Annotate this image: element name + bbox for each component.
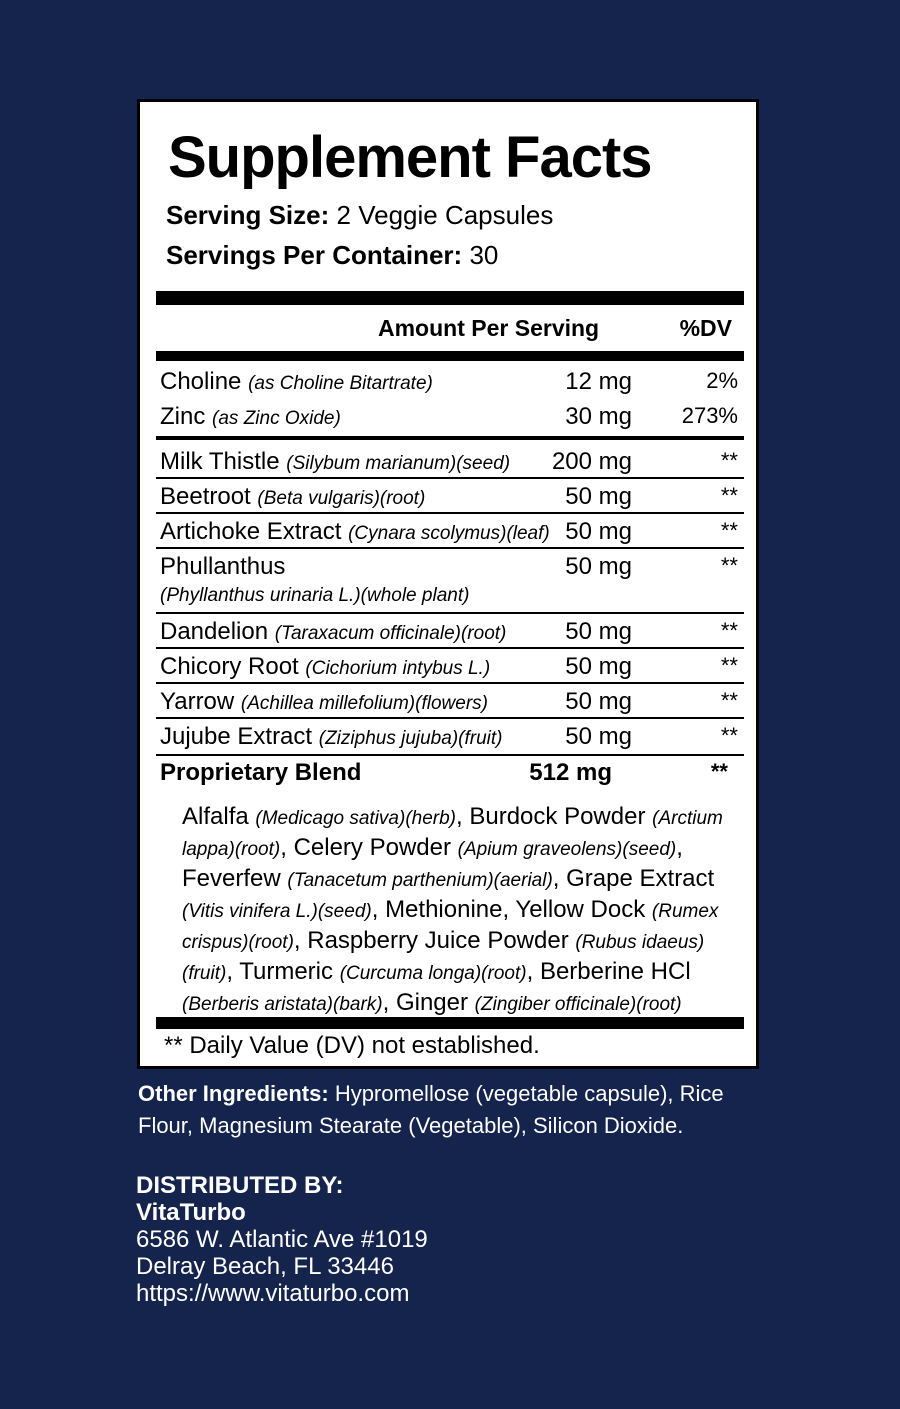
nutrient-amount: 50 mg (565, 653, 632, 680)
nutrient-latin: (Cynara scolymus)(leaf) (348, 523, 550, 544)
blend-ingredient-name: Burdock Powder (469, 803, 646, 830)
nutrient-row (158, 553, 742, 613)
nutrient-amount: 50 mg (565, 553, 632, 580)
nutrient-name-text: Milk Thistle (160, 448, 280, 475)
servings-per-container (166, 240, 498, 271)
header-dv: %DV (679, 315, 732, 341)
blend-ingredient: Turmeric (Curcuma longa)(root), (239, 958, 540, 985)
row-divider (156, 436, 744, 440)
blend-ingredient: Berberine HCl (Berberis aristata)(bark), (182, 958, 691, 1016)
blend-ingredient-name: Turmeric (239, 958, 334, 985)
nutrient-dv: ** (720, 723, 738, 748)
nutrient-name (160, 448, 510, 476)
distributor-address-line1: 6586 W. Atlantic Ave #1019 (136, 1226, 428, 1253)
blend-ingredient-latin: (Berberis aristata)(bark) (182, 994, 383, 1015)
nutrient-dv: ** (720, 653, 738, 678)
nutrient-row (158, 483, 742, 515)
thick-divider (156, 291, 744, 305)
nutrient-amount: 30 mg (565, 403, 632, 430)
nutrient-name-text: Yarrow (160, 688, 235, 715)
blend-dv: ** (710, 759, 728, 784)
blend-ingredient (396, 989, 682, 1016)
distributor-block (136, 1172, 428, 1307)
nutrient-latin: (Phyllanthus urinaria L.)(whole plant) (160, 585, 470, 606)
blend-name: Proprietary Blend (160, 759, 362, 786)
distributor-address-line2: Delray Beach, FL 33446 (136, 1253, 394, 1280)
nutrient-dv: ** (720, 518, 738, 543)
nutrient-name-text: Zinc (160, 403, 206, 430)
nutrient-name (160, 653, 490, 681)
nutrient-row (158, 368, 742, 400)
servings-per-container-value: 30 (469, 240, 499, 270)
supplement-facts-panel (137, 99, 759, 1069)
nutrient-dv: ** (720, 618, 738, 643)
blend-ingredient: Yellow Dock (Rumex crispus)(root), (182, 896, 719, 954)
blend-ingredient-name: Yellow Dock (515, 896, 646, 923)
blend-ingredient-latin: (Tanacetum parthenium)(aerial) (287, 870, 553, 891)
distributor-url: https://www.vitaturbo.com (136, 1280, 410, 1307)
nutrient-dv: 273% (681, 403, 738, 428)
medium-divider (156, 351, 744, 361)
nutrient-dv: ** (720, 553, 738, 578)
blend-ingredient: Feverfew (Tanacetum parthenium)(aerial), (182, 865, 567, 892)
blend-ingredient-name: Methionine (385, 896, 503, 923)
blend-ingredient-name: Feverfew (182, 865, 281, 892)
nutrient-name (160, 518, 550, 546)
nutrient-name (160, 688, 488, 716)
nutrient-name-text: Phullanthus (160, 553, 286, 580)
blend-ingredient-latin: (Medicago sativa)(herb) (255, 808, 457, 829)
serving-size-value: 2 Veggie Capsules (336, 200, 554, 230)
nutrient-latin: (Achillea millefolium)(flowers) (240, 693, 488, 714)
nutrient-dv: 2% (706, 368, 738, 393)
blend-ingredient-name: Alfalfa (182, 803, 249, 830)
nutrient-latin: (Ziziphus jujuba)(fruit) (318, 728, 503, 749)
nutrient-latin: (Silybum marianum)(seed) (286, 453, 511, 474)
other-ingredients-text: Hypromellose (vegetable capsule), Rice Flour, Magnesium Stearate (Vegetable), Silicon Dioxide. (138, 1081, 724, 1138)
blend-ingredient-name: Celery Powder (293, 834, 451, 861)
nutrient-amount: 200 mg (551, 448, 632, 475)
bottom-divider (156, 1017, 744, 1029)
other-ingredients-label: Other Ingredients: (138, 1081, 329, 1106)
nutrient-name (160, 723, 502, 751)
nutrient-latin: (Beta vulgaris)(root) (257, 488, 426, 509)
serving-size (166, 200, 553, 231)
nutrient-row (158, 618, 742, 650)
servings-per-container-label: Servings Per Container: (166, 240, 463, 270)
blend-ingredient-latin: (Zingiber officinale)(root) (474, 994, 682, 1015)
nutrient-dv: ** (720, 483, 738, 508)
nutrient-dv: ** (720, 688, 738, 713)
nutrient-amount: 50 mg (565, 618, 632, 645)
nutrient-row (158, 653, 742, 685)
blend-ingredient: Celery Powder (Apium graveolens)(seed), (293, 834, 683, 861)
header-amount: Amount Per Serving (378, 315, 600, 341)
nutrient-latin: (as Choline Bitartrate) (248, 373, 433, 394)
row-divider (156, 477, 744, 479)
serving-size-label: Serving Size: (166, 200, 330, 230)
row-divider (156, 612, 744, 614)
nutrient-amount: 50 mg (565, 688, 632, 715)
nutrient-amount: 12 mg (565, 368, 632, 395)
nutrient-name (160, 483, 425, 511)
blend-ingredient: Grape Extract (Vitis vinifera L.)(seed), (182, 865, 715, 923)
nutrient-dv: ** (720, 448, 738, 473)
row-divider (156, 682, 744, 684)
nutrient-amount: 50 mg (565, 723, 632, 750)
nutrient-amount: 50 mg (565, 518, 632, 545)
nutrient-name-text: Chicory Root (160, 653, 299, 680)
nutrient-latin: (as Zinc Oxide) (212, 408, 341, 429)
blend-ingredient-name: Grape Extract (566, 865, 715, 892)
blend-ingredient: Methionine, (385, 896, 516, 923)
blend-ingredient-latin: (Arctium lappa)(root) (182, 808, 723, 860)
blend-ingredient-name: Ginger (395, 989, 468, 1016)
nutrient-name-text: Jujube Extract (160, 723, 313, 750)
nutrient-row (158, 403, 742, 437)
row-divider (156, 647, 744, 649)
distributor-label: DISTRIBUTED BY: (136, 1172, 344, 1199)
other-ingredients (138, 1078, 778, 1142)
blend-ingredient-name: Berberine HCl (539, 958, 691, 985)
nutrient-name (160, 618, 506, 646)
blend-ingredient-latin: (Rumex crispus)(root) (182, 901, 719, 953)
nutrient-name-text: Beetroot (160, 483, 251, 510)
blend-ingredient: Alfalfa (Medicago sativa)(herb), (182, 803, 470, 830)
distributor-company: VitaTurbo (136, 1199, 246, 1226)
blend-row (158, 759, 742, 793)
nutrient-latin: (Cichorium intybus L.) (305, 658, 491, 679)
blend-ingredient: Burdock Powder (Arctium lappa)(root), (182, 803, 723, 861)
nutrient-amount: 50 mg (565, 483, 632, 510)
nutrient-row (158, 688, 742, 720)
blend-ingredient-latin: (Rubus idaeus)(fruit) (182, 932, 705, 984)
nutrient-name-text: Artichoke Extract (160, 518, 342, 545)
nutrient-row (158, 723, 742, 757)
nutrient-name (160, 403, 341, 431)
blend-ingredient-name: Raspberry Juice Powder (307, 927, 569, 954)
nutrient-row (158, 448, 742, 480)
blend-amount: 512 mg (529, 759, 612, 786)
blend-ingredient-latin: (Curcuma longa)(root) (339, 963, 527, 984)
nutrient-row (158, 518, 742, 550)
nutrient-name (160, 368, 433, 396)
blend-ingredient: Raspberry Juice Powder (Rubus idaeus)(fruit), (182, 927, 705, 985)
nutrient-name-text: Dandelion (160, 618, 269, 645)
row-divider (156, 512, 744, 514)
nutrient-name (160, 553, 285, 581)
row-divider (156, 547, 744, 549)
blend-ingredients (182, 802, 742, 1019)
row-divider (156, 717, 744, 719)
nutrient-latin: (Taraxacum officinale)(root) (274, 623, 507, 644)
nutrient-name-text: Choline (160, 368, 242, 395)
panel-title: Supplement Facts (168, 125, 652, 190)
blend-ingredient-latin: (Apium graveolens)(seed) (457, 839, 677, 860)
footnote: ** Daily Value (DV) not established. (164, 1032, 540, 1059)
row-divider (156, 754, 744, 756)
blend-ingredient-latin: (Vitis vinifera L.)(seed) (182, 901, 372, 922)
